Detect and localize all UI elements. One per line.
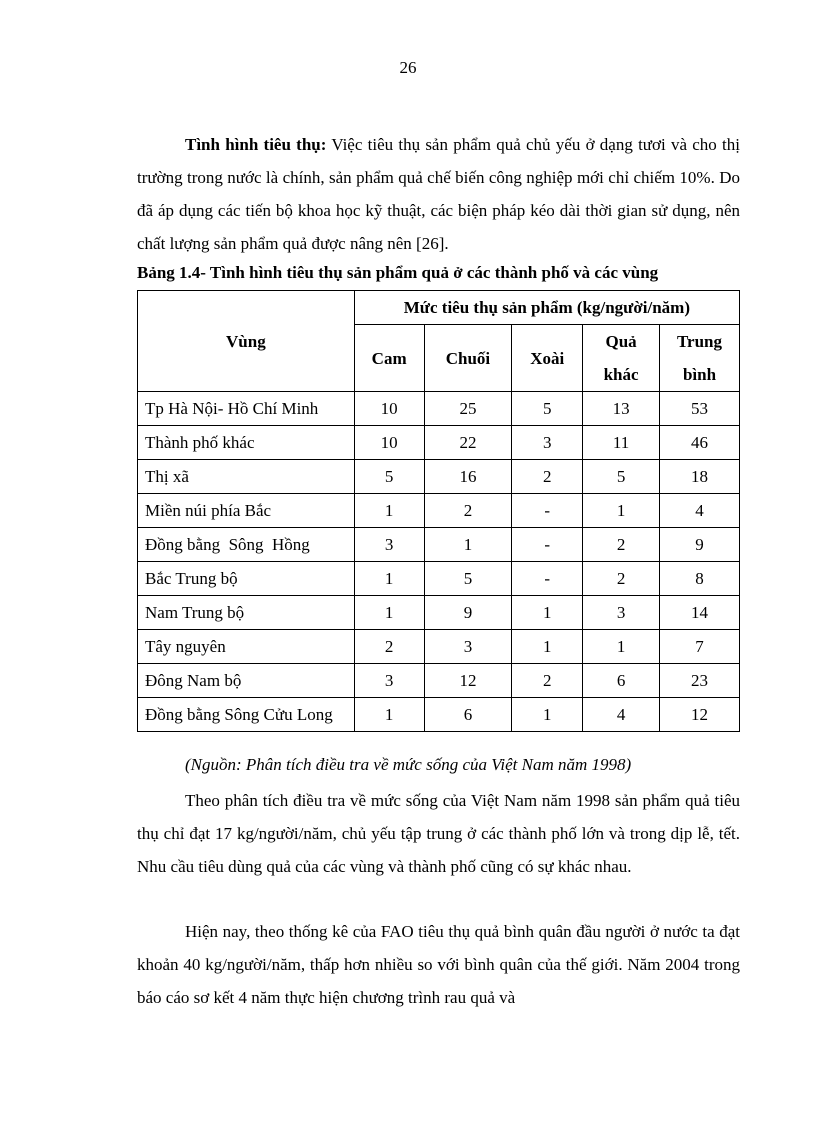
value-cell: 3 (583, 596, 660, 630)
value-cell: 8 (660, 562, 740, 596)
value-cell: 2 (512, 664, 583, 698)
value-cell: 14 (660, 596, 740, 630)
region-cell: Miền núi phía Bắc (138, 494, 355, 528)
value-cell: 53 (660, 392, 740, 426)
paragraph-body: Việc tiêu thụ sản phẩm quả chủ yếu ở dạng tươi và cho thị trường trong nước là chính, sản phẩm quả chế biến công nghiệp mới chỉ chiếm 10%. Do đã áp dụng các tiến bộ khoa học kỹ thuật, các biện pháp kéo dài thời gian sử dụng, nên chất lượng sản phẩm quả được nâng nên [26]. (137, 135, 740, 253)
value-cell: 2 (354, 630, 424, 664)
value-cell: - (512, 562, 583, 596)
header-cam: Cam (354, 325, 424, 392)
table-row (138, 562, 740, 596)
table-source: (Nguồn: Phân tích điều tra về mức sống của Việt Nam năm 1998) (185, 755, 632, 774)
value-cell: 13 (583, 392, 660, 426)
table-row (138, 392, 740, 426)
value-cell: 22 (424, 426, 512, 460)
region-cell: Đồng bằng Sông Hồng (138, 528, 355, 562)
region-cell: Nam Trung bộ (138, 596, 355, 630)
header-qua-khac: Quả khác (583, 325, 660, 392)
value-cell: 3 (512, 426, 583, 460)
header-chuoi: Chuối (424, 325, 512, 392)
region-cell: Đồng bằng Sông Cửu Long (138, 698, 355, 732)
value-cell: 1 (512, 596, 583, 630)
value-cell: 1 (354, 698, 424, 732)
value-cell: 1 (583, 630, 660, 664)
value-cell: 10 (354, 426, 424, 460)
paragraph-fao: Hiện nay, theo thống kê của FAO tiêu thụ quả bình quân đầu người ở nước ta đạt khoản 40 kg/người/năm, thấp hơn nhiều so với bình quân của thế giới. Năm 2004 trong báo cáo sơ kết 4 năm thực hiện chương trình rau quả và (137, 922, 740, 1007)
value-cell: 4 (660, 494, 740, 528)
value-cell: 1 (512, 698, 583, 732)
value-cell: 12 (424, 664, 512, 698)
value-cell: 11 (583, 426, 660, 460)
value-cell: 3 (354, 528, 424, 562)
value-cell: 2 (424, 494, 512, 528)
paragraph-survey: Theo phân tích điều tra về mức sống của Việt Nam năm 1998 sản phẩm quả tiêu thụ chỉ đạt 17 kg/người/năm, chủ yếu tập trung ở các thành phố lớn và trong dịp lễ, tết. Nhu cầu tiêu dùng quả của các vùng và thành phố cũng có sự khác nhau. (137, 791, 740, 876)
value-cell: 7 (660, 630, 740, 664)
value-cell: 3 (424, 630, 512, 664)
value-cell: 18 (660, 460, 740, 494)
value-cell: 2 (583, 562, 660, 596)
value-cell: 2 (583, 528, 660, 562)
table-caption: Bảng 1.4- Tình hình tiêu thụ sản phẩm quả ở các thành phố và các vùng (137, 263, 659, 282)
table-row (138, 426, 740, 460)
value-cell: 1 (354, 494, 424, 528)
header-region: Vùng (138, 291, 355, 392)
consumption-table (137, 290, 740, 732)
value-cell: 1 (354, 562, 424, 596)
table-row (138, 630, 740, 664)
table-row (138, 460, 740, 494)
value-cell: 5 (512, 392, 583, 426)
value-cell: 6 (424, 698, 512, 732)
paragraph-lead: Tình hình tiêu thụ: (185, 135, 327, 154)
header-trung-binh: Trung bình (660, 325, 740, 392)
value-cell: 10 (354, 392, 424, 426)
header-consumption-group: Mức tiêu thụ sản phẩm (kg/người/năm) (354, 291, 739, 325)
value-cell: 16 (424, 460, 512, 494)
paragraph-consumption (137, 128, 740, 260)
value-cell: 6 (583, 664, 660, 698)
header-xoai: Xoài (512, 325, 583, 392)
table-row (138, 596, 740, 630)
value-cell: 2 (512, 460, 583, 494)
region-cell: Tp Hà Nội- Hồ Chí Minh (138, 392, 355, 426)
value-cell: 23 (660, 664, 740, 698)
page-number: 26 (399, 58, 417, 77)
value-cell: 1 (354, 596, 424, 630)
value-cell: 12 (660, 698, 740, 732)
table-row (138, 664, 740, 698)
region-cell: Thị xã (138, 460, 355, 494)
value-cell: - (512, 528, 583, 562)
value-cell: 46 (660, 426, 740, 460)
table-row (138, 494, 740, 528)
value-cell: 3 (354, 664, 424, 698)
value-cell: 25 (424, 392, 512, 426)
table-row (138, 698, 740, 732)
region-cell: Tây nguyên (138, 630, 355, 664)
value-cell: 1 (583, 494, 660, 528)
region-cell: Bắc Trung bộ (138, 562, 355, 596)
region-cell: Đông Nam bộ (138, 664, 355, 698)
value-cell: 5 (354, 460, 424, 494)
value-cell: 1 (512, 630, 583, 664)
value-cell: 4 (583, 698, 660, 732)
value-cell: 5 (424, 562, 512, 596)
value-cell: 9 (660, 528, 740, 562)
value-cell: 1 (424, 528, 512, 562)
value-cell: - (512, 494, 583, 528)
table-row (138, 528, 740, 562)
value-cell: 5 (583, 460, 660, 494)
region-cell: Thành phố khác (138, 426, 355, 460)
value-cell: 9 (424, 596, 512, 630)
